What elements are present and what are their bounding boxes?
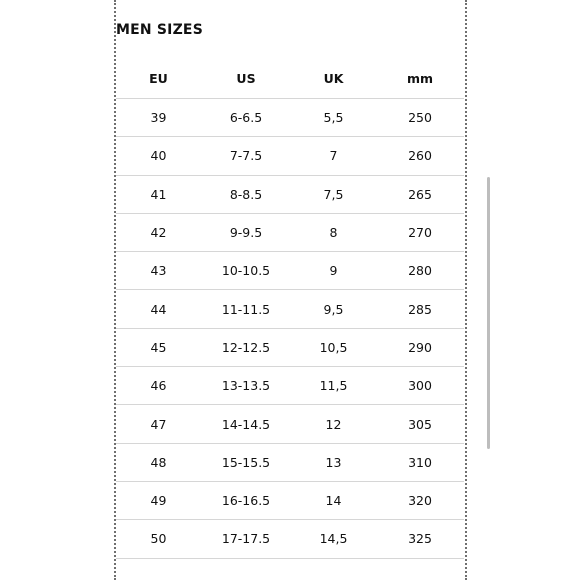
table-row bbox=[116, 290, 464, 328]
column-header-eu: EU bbox=[116, 58, 201, 99]
cell-us: 8-8.5 bbox=[201, 175, 291, 213]
cell-us: 7-7.5 bbox=[201, 137, 291, 175]
table-row bbox=[116, 328, 464, 366]
cell-uk: 13 bbox=[291, 443, 376, 481]
cell-us: 15-15.5 bbox=[201, 443, 291, 481]
cell-mm: 300 bbox=[376, 367, 464, 405]
cell-uk: 9 bbox=[291, 252, 376, 290]
column-header-mm: mm bbox=[376, 58, 464, 99]
table-header-row bbox=[116, 58, 464, 99]
cell-uk: 14,5 bbox=[291, 520, 376, 558]
column-header-us: US bbox=[201, 58, 291, 99]
table-row bbox=[116, 137, 464, 175]
table-row bbox=[116, 99, 464, 137]
cell-eu: 46 bbox=[116, 367, 201, 405]
cell-mm: 325 bbox=[376, 520, 464, 558]
cell-eu: 45 bbox=[116, 328, 201, 366]
cell-eu: 41 bbox=[116, 175, 201, 213]
table-body bbox=[116, 99, 464, 559]
cell-mm: 260 bbox=[376, 137, 464, 175]
cell-mm: 320 bbox=[376, 481, 464, 519]
cell-eu: 49 bbox=[116, 481, 201, 519]
table-row bbox=[116, 481, 464, 519]
cell-eu: 47 bbox=[116, 405, 201, 443]
table-row bbox=[116, 367, 464, 405]
cell-mm: 280 bbox=[376, 252, 464, 290]
cell-mm: 270 bbox=[376, 213, 464, 251]
cell-uk: 14 bbox=[291, 481, 376, 519]
cell-eu: 42 bbox=[116, 213, 201, 251]
cell-eu: 40 bbox=[116, 137, 201, 175]
table-row bbox=[116, 443, 464, 481]
table-row bbox=[116, 252, 464, 290]
dotted-border-right bbox=[465, 0, 467, 580]
cell-mm: 305 bbox=[376, 405, 464, 443]
cell-uk: 8 bbox=[291, 213, 376, 251]
cell-eu: 44 bbox=[116, 290, 201, 328]
cell-us: 16-16.5 bbox=[201, 481, 291, 519]
cell-uk: 10,5 bbox=[291, 328, 376, 366]
cell-mm: 285 bbox=[376, 290, 464, 328]
cell-uk: 5,5 bbox=[291, 99, 376, 137]
cell-us: 6-6.5 bbox=[201, 99, 291, 137]
table-row bbox=[116, 213, 464, 251]
scrollbar[interactable] bbox=[487, 177, 490, 449]
cell-uk: 11,5 bbox=[291, 367, 376, 405]
cell-uk: 9,5 bbox=[291, 290, 376, 328]
cell-uk: 7,5 bbox=[291, 175, 376, 213]
column-header-uk: UK bbox=[291, 58, 376, 99]
cell-uk: 12 bbox=[291, 405, 376, 443]
cell-mm: 290 bbox=[376, 328, 464, 366]
cell-us: 9-9.5 bbox=[201, 213, 291, 251]
table-row bbox=[116, 520, 464, 558]
cell-eu: 50 bbox=[116, 520, 201, 558]
table-row bbox=[116, 405, 464, 443]
cell-eu: 48 bbox=[116, 443, 201, 481]
cell-us: 12-12.5 bbox=[201, 328, 291, 366]
cell-us: 14-14.5 bbox=[201, 405, 291, 443]
cell-eu: 39 bbox=[116, 99, 201, 137]
cell-eu: 43 bbox=[116, 252, 201, 290]
table-row bbox=[116, 175, 464, 213]
cell-us: 10-10.5 bbox=[201, 252, 291, 290]
cell-us: 11-11.5 bbox=[201, 290, 291, 328]
page-title: MEN SIZES bbox=[116, 22, 203, 38]
cell-us: 17-17.5 bbox=[201, 520, 291, 558]
cell-uk: 7 bbox=[291, 137, 376, 175]
size-table bbox=[116, 58, 464, 559]
cell-mm: 265 bbox=[376, 175, 464, 213]
cell-mm: 250 bbox=[376, 99, 464, 137]
cell-us: 13-13.5 bbox=[201, 367, 291, 405]
cell-mm: 310 bbox=[376, 443, 464, 481]
